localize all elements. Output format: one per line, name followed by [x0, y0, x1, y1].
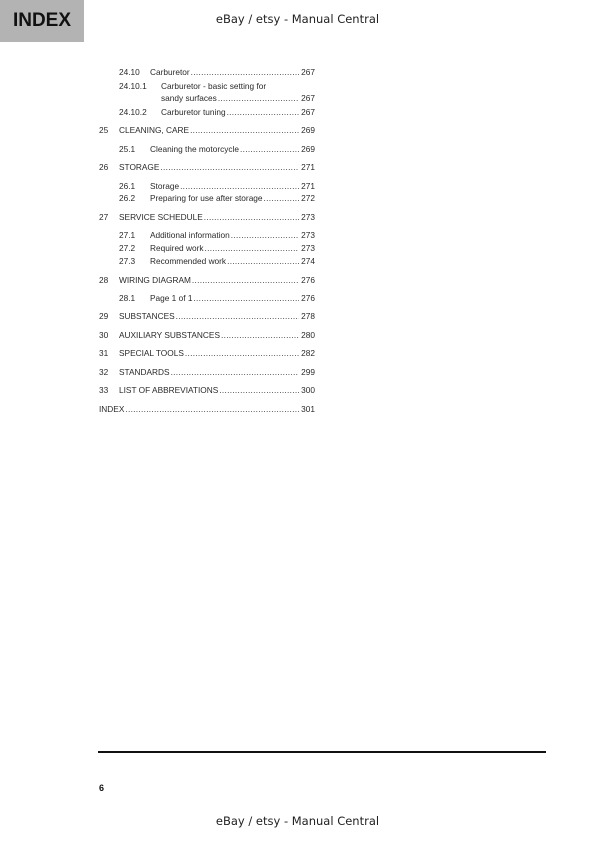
toc-entry-page: 278	[301, 311, 315, 321]
toc-entry[interactable]	[99, 367, 315, 378]
toc-entry-page: 271	[301, 181, 315, 191]
toc-entry-title-line	[119, 311, 315, 322]
toc-entry-page: 273	[301, 243, 315, 253]
toc-entry-title: Preparing for use after storage	[150, 193, 263, 203]
toc-entry-page: 299	[301, 367, 315, 377]
toc-entry[interactable]	[99, 385, 315, 396]
toc-entry-title: Carburetor tuning	[161, 107, 226, 117]
toc-entry[interactable]	[99, 311, 315, 322]
index-tab: INDEX	[0, 0, 84, 42]
toc-entry[interactable]	[99, 81, 315, 92]
toc-entry-title: INDEX	[99, 404, 125, 414]
toc-entry-number: 32	[99, 367, 109, 377]
toc-entry-title: Page 1 of 1	[150, 293, 193, 303]
toc-entry-page: 273	[301, 230, 315, 240]
page-number: 6	[99, 783, 105, 793]
toc-dot-leader	[231, 230, 299, 241]
toc-entry[interactable]	[99, 181, 315, 192]
footer-divider	[98, 751, 546, 753]
toc-entry-title-line	[150, 193, 315, 204]
toc-entry-title-line	[150, 293, 315, 304]
toc-entry-number: 24.10.2	[119, 107, 147, 117]
toc-entry-number: 28	[99, 275, 109, 285]
toc-dot-leader	[125, 404, 299, 415]
toc-entry-title-line	[150, 243, 315, 254]
toc-entry-title-line	[119, 125, 315, 136]
toc-entry-title-line	[161, 81, 315, 92]
toc-entry-page: 269	[301, 144, 315, 154]
toc-entry-page: 276	[301, 275, 315, 285]
toc-dot-leader	[264, 193, 300, 204]
toc-dot-leader	[219, 385, 299, 396]
toc-entry-title-line	[150, 67, 315, 78]
toc-entry-title: AUXILIARY SUBSTANCES	[119, 330, 220, 340]
toc-entry-title-line	[150, 181, 315, 192]
toc-entry[interactable]	[99, 330, 315, 341]
toc-entry-title: Carburetor - basic setting for	[161, 81, 267, 91]
toc-dot-leader	[176, 311, 300, 322]
toc-entry-number: 24.10.1	[119, 81, 147, 91]
toc-entry-continuation[interactable]	[99, 93, 315, 104]
toc-entry-title-line	[119, 275, 315, 286]
toc-entry[interactable]	[99, 256, 315, 267]
toc-entry-page: 267	[301, 93, 315, 103]
toc-entry-page: 274	[301, 256, 315, 266]
toc-dot-leader	[227, 107, 300, 118]
toc-entry[interactable]	[99, 67, 315, 78]
toc-entry-title: CLEANING, CARE	[119, 125, 190, 135]
toc-entry-title: LIST OF ABBREVIATIONS	[119, 385, 219, 395]
toc-entry-title-line	[119, 330, 315, 341]
toc-dot-leader	[185, 348, 299, 359]
toc-entry-number: 26	[99, 162, 109, 172]
toc-entry-page: 282	[301, 348, 315, 358]
toc-dot-leader	[191, 67, 299, 78]
toc-entry[interactable]	[99, 162, 315, 173]
toc-entry-title-line	[150, 230, 315, 241]
toc-entry-number: 29	[99, 311, 109, 321]
toc-entry-title: Additional information	[150, 230, 230, 240]
toc-entry-title-line	[161, 107, 315, 118]
toc-entry-number: 33	[99, 385, 109, 395]
toc-entry[interactable]	[99, 212, 315, 223]
toc-entry-number: 25	[99, 125, 109, 135]
toc-dot-leader	[171, 367, 300, 378]
page-header: eBay / etsy - Manual Central	[215, 12, 380, 26]
toc-entry-number: 28.1	[119, 293, 136, 303]
toc-entry[interactable]	[99, 107, 315, 118]
toc-entry-title: STORAGE	[119, 162, 160, 172]
toc-entry-number: 30	[99, 330, 109, 340]
toc-entry-title-line	[99, 404, 315, 415]
toc-entry-number: 27.3	[119, 256, 136, 266]
toc-entry-title-line	[119, 367, 315, 378]
toc-entry-title: STANDARDS	[119, 367, 170, 377]
toc-dot-leader	[193, 293, 299, 304]
toc-entry-title-line	[119, 212, 315, 223]
toc-entry-page: 269	[301, 125, 315, 135]
toc-entry-number: 24.10	[119, 67, 140, 77]
toc-entry[interactable]	[99, 144, 315, 155]
toc-entry-page: 280	[301, 330, 315, 340]
toc-entry[interactable]	[99, 125, 315, 136]
toc-entry-number: 27	[99, 212, 109, 222]
toc-entry[interactable]	[99, 243, 315, 254]
toc-entry-title: Required work	[150, 243, 204, 253]
toc-entry-title-line	[150, 144, 315, 155]
toc-entry-title: WIRING DIAGRAM	[119, 275, 191, 285]
toc-dot-leader	[221, 330, 299, 341]
toc-entry-title-line	[150, 256, 315, 267]
toc-entry[interactable]	[99, 348, 315, 359]
toc-entry-title: Recommended work	[150, 256, 227, 266]
toc-entry-page: 267	[301, 67, 315, 77]
toc-entry-number: 27.2	[119, 243, 136, 253]
toc-dot-leader	[190, 125, 299, 136]
toc-entry-title: SERVICE SCHEDULE	[119, 212, 203, 222]
toc-entry-title: Storage	[150, 181, 180, 191]
toc-entry-title: Cleaning the motorcycle	[150, 144, 240, 154]
toc-entry-title-line	[161, 93, 315, 104]
toc-entry[interactable]	[99, 404, 315, 415]
page-footer: eBay / etsy - Manual Central	[215, 814, 380, 828]
toc-dot-leader	[240, 144, 299, 155]
toc-entry-page: 273	[301, 212, 315, 222]
toc-entry-number: 25.1	[119, 144, 136, 154]
toc-entry-title: SUBSTANCES	[119, 311, 175, 321]
toc-entry[interactable]	[99, 275, 315, 286]
toc-entry-number: 27.1	[119, 230, 136, 240]
toc-dot-leader	[204, 212, 299, 223]
toc-entry-title-continuation: sandy surfaces	[161, 93, 217, 103]
toc-dot-leader	[180, 181, 299, 192]
toc-entry[interactable]	[99, 230, 315, 241]
toc-entry-title: Carburetor	[150, 67, 190, 77]
toc-entry-page: 272	[301, 193, 315, 203]
toc-entry-page: 267	[301, 107, 315, 117]
toc-entry-page: 271	[301, 162, 315, 172]
toc-entry-title-line	[119, 162, 315, 173]
toc-entry-page: 300	[301, 385, 315, 395]
toc-dot-leader	[160, 162, 299, 173]
toc-entry[interactable]	[99, 193, 315, 204]
toc-entry-title: SPECIAL TOOLS	[119, 348, 184, 358]
toc-dot-leader	[218, 93, 299, 104]
toc-entry-page: 301	[301, 404, 315, 414]
toc-entry-title-line	[119, 385, 315, 396]
toc-dot-leader	[227, 256, 299, 267]
toc-dot-leader	[192, 275, 299, 286]
toc-entry-page: 276	[301, 293, 315, 303]
toc-entry-title-line	[119, 348, 315, 359]
toc-entry[interactable]	[99, 293, 315, 304]
toc-entry-number: 26.2	[119, 193, 136, 203]
toc-entry-number: 26.1	[119, 181, 136, 191]
toc-entry-number: 31	[99, 348, 109, 358]
toc-dot-leader	[205, 243, 300, 254]
